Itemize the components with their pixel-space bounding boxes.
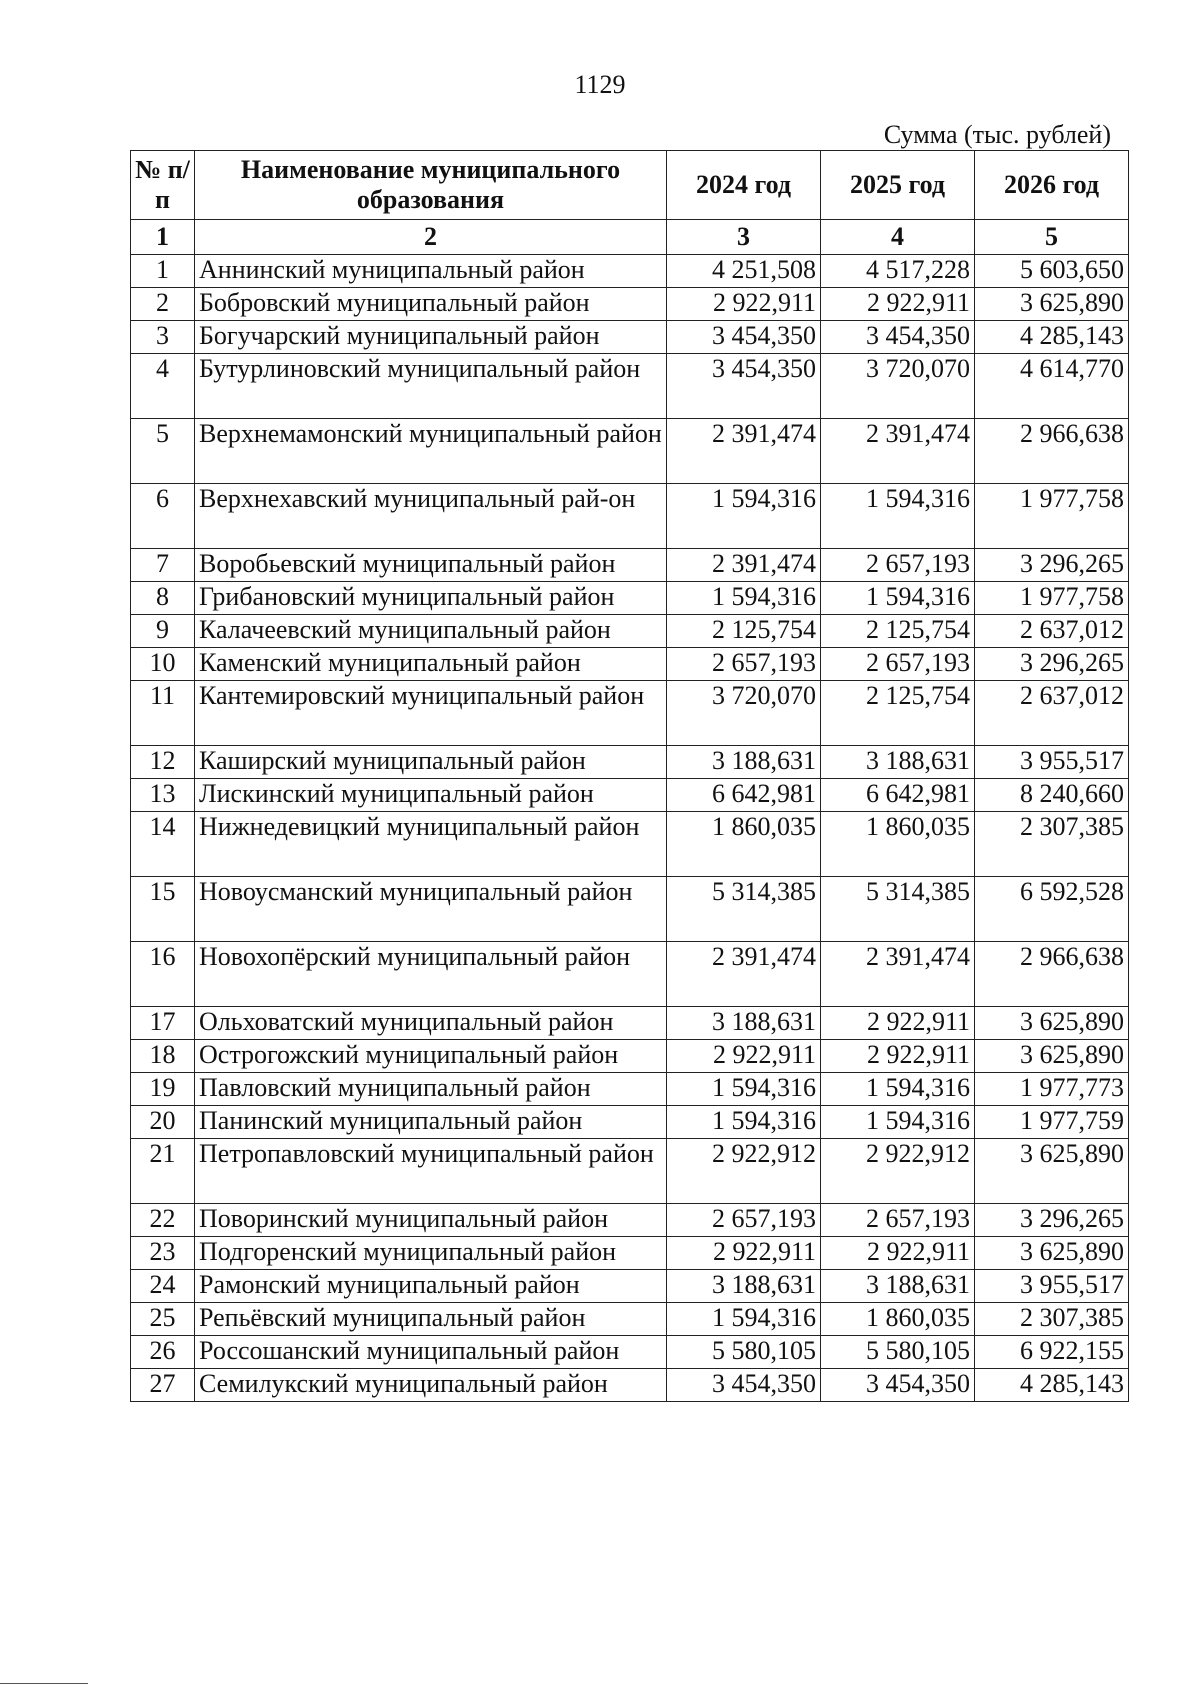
municipality-name: Бутурлиновский муниципальный район [195,354,667,419]
municipality-name: Россошанский муниципальный район [195,1336,667,1369]
amount-2025: 1 860,035 [821,1303,975,1336]
municipality-name: Семилукский муниципальный район [195,1369,667,1402]
amount-2025: 2 922,911 [821,1040,975,1073]
municipality-name: Репьёвский муниципальный район [195,1303,667,1336]
municipality-name: Грибановский муниципальный район [195,582,667,615]
amount-2025: 5 314,385 [821,877,975,942]
municipality-name: Новоусманский муниципальный район [195,877,667,942]
table-row [131,1139,1129,1204]
amount-2025: 3 454,350 [821,321,975,354]
amount-2024: 2 922,911 [667,288,821,321]
table-row [131,877,1129,942]
amount-2026: 3 296,265 [975,648,1129,681]
header-2026: 2026 год [975,151,1129,220]
amount-2025: 2 922,911 [821,1007,975,1040]
page-number: 1129 [574,70,626,99]
amount-2026: 2 307,385 [975,812,1129,877]
amount-2025: 2 922,912 [821,1139,975,1204]
row-number: 11 [131,681,195,746]
table-row [131,354,1129,419]
amount-2025: 2 391,474 [821,942,975,1007]
amount-2024: 1 594,316 [667,1303,821,1336]
amount-2025: 2 657,193 [821,549,975,582]
row-number: 24 [131,1270,195,1303]
amount-2024: 3 454,350 [667,354,821,419]
row-number: 1 [131,255,195,288]
amount-2024: 2 391,474 [667,942,821,1007]
municipality-name: Верхнемамонский муниципальный район [195,419,667,484]
table-row [131,321,1129,354]
municipality-name: Бобровский муниципальный район [195,288,667,321]
row-number: 7 [131,549,195,582]
municipality-name: Поворинский муниципальный район [195,1204,667,1237]
amount-2025: 4 517,228 [821,255,975,288]
amount-2026: 2 307,385 [975,1303,1129,1336]
column-index: 2 [195,220,667,255]
column-index: 1 [131,220,195,255]
amount-2026: 6 922,155 [975,1336,1129,1369]
amount-2025: 1 594,316 [821,582,975,615]
column-index-row [131,220,1129,255]
amount-2024: 3 454,350 [667,1369,821,1402]
municipality-name: Новохопёрский муниципальный район [195,942,667,1007]
row-number: 25 [131,1303,195,1336]
table-row [131,681,1129,746]
table-row [131,288,1129,321]
row-number: 6 [131,484,195,549]
footer-rule [0,1683,88,1684]
municipality-name: Аннинский муниципальный район [195,255,667,288]
amount-2024: 2 922,912 [667,1139,821,1204]
table-row [131,1303,1129,1336]
row-number: 26 [131,1336,195,1369]
amount-2025: 1 594,316 [821,1106,975,1139]
row-number: 23 [131,1237,195,1270]
row-number: 18 [131,1040,195,1073]
amount-2025: 3 188,631 [821,1270,975,1303]
table-row [131,419,1129,484]
amount-2026: 2 966,638 [975,419,1129,484]
municipality-name: Кантемировский муниципальный район [195,681,667,746]
amount-2024: 3 720,070 [667,681,821,746]
municipality-name: Павловский муниципальный район [195,1073,667,1106]
amount-2024: 6 642,981 [667,779,821,812]
table-row [131,779,1129,812]
amount-2026: 4 285,143 [975,321,1129,354]
amount-2025: 1 594,316 [821,484,975,549]
allocation-table [130,150,1129,1402]
row-number: 21 [131,1139,195,1204]
row-number: 14 [131,812,195,877]
municipality-name: Каширский муниципальный район [195,746,667,779]
municipality-name: Нижнедевицкий муниципальный район [195,812,667,877]
amount-2025: 1 860,035 [821,812,975,877]
header-name: Наименование муниципального образования [195,151,667,220]
table-row [131,812,1129,877]
table-row [131,1336,1129,1369]
table-row [131,1204,1129,1237]
header-2025: 2025 год [821,151,975,220]
amount-2024: 2 391,474 [667,549,821,582]
row-number: 9 [131,615,195,648]
municipality-name: Верхнехавский муниципальный рай-он [195,484,667,549]
amount-2024: 1 860,035 [667,812,821,877]
amount-2024: 3 188,631 [667,1007,821,1040]
table-row [131,746,1129,779]
amount-2025: 1 594,316 [821,1073,975,1106]
table-row [131,1237,1129,1270]
amount-2025: 2 922,911 [821,288,975,321]
amount-2024: 1 594,316 [667,1106,821,1139]
amount-2025: 3 720,070 [821,354,975,419]
units-note: Сумма (тыс. рублей) [883,120,1111,149]
amount-2026: 3 955,517 [975,1270,1129,1303]
table-row [131,1270,1129,1303]
amount-2024: 2 922,911 [667,1040,821,1073]
amount-2025: 3 454,350 [821,1369,975,1402]
amount-2026: 4 614,770 [975,354,1129,419]
row-number: 13 [131,779,195,812]
table-row [131,582,1129,615]
row-number: 5 [131,419,195,484]
amount-2024: 1 594,316 [667,582,821,615]
amount-2026: 3 625,890 [975,1237,1129,1270]
amount-2026: 2 966,638 [975,942,1129,1007]
municipality-name: Лискинский муниципальный район [195,779,667,812]
amount-2025: 2 391,474 [821,419,975,484]
row-number: 3 [131,321,195,354]
amount-2024: 3 188,631 [667,1270,821,1303]
amount-2026: 3 296,265 [975,549,1129,582]
row-number: 15 [131,877,195,942]
amount-2024: 5 314,385 [667,877,821,942]
row-number: 17 [131,1007,195,1040]
table-row [131,549,1129,582]
municipality-name: Богучарский муниципальный район [195,321,667,354]
table-row [131,1369,1129,1402]
amount-2026: 5 603,650 [975,255,1129,288]
amount-2025: 5 580,105 [821,1336,975,1369]
amount-2026: 3 625,890 [975,1007,1129,1040]
table-row [131,1106,1129,1139]
amount-2026: 3 625,890 [975,1040,1129,1073]
row-number: 22 [131,1204,195,1237]
amount-2024: 1 594,316 [667,484,821,549]
amount-2026: 4 285,143 [975,1369,1129,1402]
municipality-name: Петропавловский муниципальный район [195,1139,667,1204]
amount-2025: 6 642,981 [821,779,975,812]
table-body [131,255,1129,1402]
municipality-name: Подгоренский муниципальный район [195,1237,667,1270]
row-number: 10 [131,648,195,681]
amount-2024: 1 594,316 [667,1073,821,1106]
column-index: 4 [821,220,975,255]
header-num: № п/п [131,151,195,220]
municipality-name: Рамонский муниципальный район [195,1270,667,1303]
amount-2026: 1 977,773 [975,1073,1129,1106]
row-number: 27 [131,1369,195,1402]
amount-2024: 2 657,193 [667,1204,821,1237]
amount-2026: 8 240,660 [975,779,1129,812]
amount-2024: 2 125,754 [667,615,821,648]
amount-2026: 2 637,012 [975,615,1129,648]
table-header-row [131,151,1129,220]
amount-2024: 3 454,350 [667,321,821,354]
row-number: 19 [131,1073,195,1106]
table-row [131,1073,1129,1106]
amount-2026: 3 955,517 [975,746,1129,779]
table-row [131,484,1129,549]
row-number: 8 [131,582,195,615]
amount-2026: 2 637,012 [975,681,1129,746]
amount-2026: 3 625,890 [975,288,1129,321]
municipality-name: Панинский муниципальный район [195,1106,667,1139]
amount-2025: 2 125,754 [821,615,975,648]
municipality-name: Воробьевский муниципальный район [195,549,667,582]
amount-2024: 3 188,631 [667,746,821,779]
amount-2025: 3 188,631 [821,746,975,779]
amount-2026: 3 625,890 [975,1139,1129,1204]
amount-2026: 3 296,265 [975,1204,1129,1237]
table-row [131,1040,1129,1073]
amount-2024: 2 657,193 [667,648,821,681]
amount-2026: 1 977,758 [975,484,1129,549]
table-row [131,1007,1129,1040]
column-index: 5 [975,220,1129,255]
amount-2024: 2 922,911 [667,1237,821,1270]
amount-2025: 2 922,911 [821,1237,975,1270]
municipality-name: Ольховатский муниципальный район [195,1007,667,1040]
amount-2024: 5 580,105 [667,1336,821,1369]
row-number: 12 [131,746,195,779]
municipality-name: Острогожский муниципальный район [195,1040,667,1073]
column-index: 3 [667,220,821,255]
municipality-name: Калачеевский муниципальный район [195,615,667,648]
table-row [131,942,1129,1007]
amount-2025: 2 657,193 [821,1204,975,1237]
amount-2026: 6 592,528 [975,877,1129,942]
amount-2026: 1 977,758 [975,582,1129,615]
row-number: 16 [131,942,195,1007]
municipality-name: Каменский муниципальный район [195,648,667,681]
table-row [131,648,1129,681]
row-number: 20 [131,1106,195,1139]
table-row [131,615,1129,648]
row-number: 2 [131,288,195,321]
row-number: 4 [131,354,195,419]
amount-2026: 1 977,759 [975,1106,1129,1139]
amount-2024: 2 391,474 [667,419,821,484]
header-2024: 2024 год [667,151,821,220]
amount-2025: 2 125,754 [821,681,975,746]
amount-2025: 2 657,193 [821,648,975,681]
table-row [131,255,1129,288]
amount-2024: 4 251,508 [667,255,821,288]
